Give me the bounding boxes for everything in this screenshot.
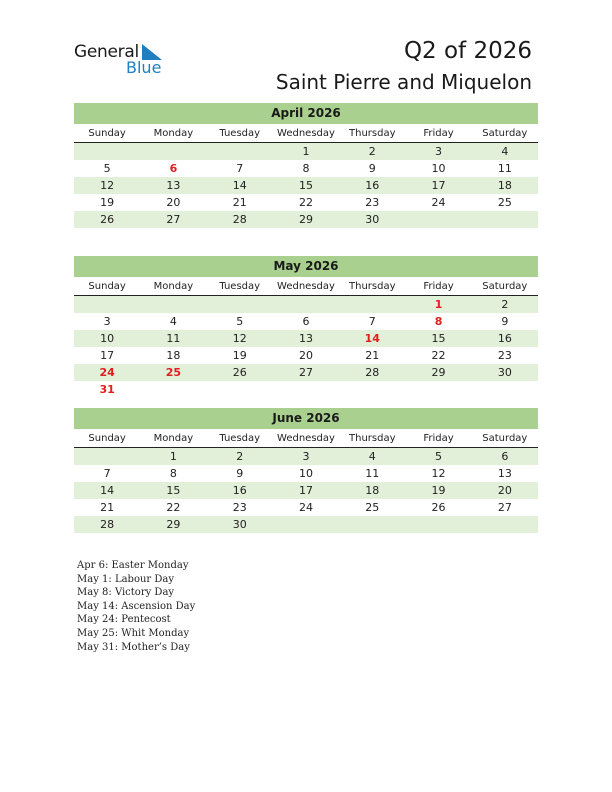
day-cell: 22: [166, 501, 181, 514]
month-header: May 2026: [74, 256, 538, 277]
week-row: [74, 516, 538, 533]
week-row: [74, 194, 538, 211]
day-cell: 13: [298, 332, 313, 345]
day-cell: 5: [435, 450, 443, 463]
empty-day-cell: [207, 381, 273, 398]
month-header: June 2026: [74, 408, 538, 429]
day-cell: 15: [298, 179, 313, 192]
day-cell: 15: [166, 484, 181, 497]
logo-general-text: General: [74, 42, 139, 62]
day-cell: 16: [365, 179, 380, 192]
day-cell: 9: [236, 467, 244, 480]
holiday-note: May 31: Mother’s Day: [77, 641, 190, 653]
day-cell: 16: [232, 484, 247, 497]
holiday-day-cell: 25: [165, 366, 182, 379]
day-cell: 29: [431, 366, 446, 379]
day-cell: 20: [166, 196, 181, 209]
day-cell: 23: [497, 349, 512, 362]
day-cell: 11: [497, 162, 512, 175]
day-cell: 3: [302, 450, 310, 463]
empty-day-cell: [273, 381, 339, 398]
empty-day-cell: [74, 143, 140, 160]
weekday-label: Friday: [423, 281, 454, 292]
day-cell: 12: [232, 332, 247, 345]
day-cell: 14: [232, 179, 247, 192]
day-cell: 14: [100, 484, 115, 497]
week-row: [74, 381, 538, 398]
day-cell: 30: [365, 213, 380, 226]
day-cell: 13: [166, 179, 181, 192]
weekday-header-row: [74, 429, 538, 448]
day-cell: 2: [501, 298, 509, 311]
holiday-note: May 14: Ascension Day: [77, 600, 196, 612]
day-cell: 4: [169, 315, 177, 328]
day-cell: 6: [501, 450, 509, 463]
weekday-label: Thursday: [349, 433, 396, 444]
day-cell: 7: [368, 315, 376, 328]
day-cell: 10: [431, 162, 446, 175]
weekday-label: Monday: [153, 128, 194, 139]
day-cell: 8: [169, 467, 177, 480]
day-cell: 21: [232, 196, 247, 209]
day-cell: 12: [100, 179, 115, 192]
empty-day-cell: [140, 296, 206, 313]
logo-blue-text: Blue: [126, 58, 162, 77]
empty-day-cell: [273, 296, 339, 313]
logo: [74, 42, 174, 78]
holiday-note: May 24: Pentecost: [77, 614, 171, 626]
day-cell: 16: [497, 332, 512, 345]
day-cell: 18: [497, 179, 512, 192]
day-cell: 5: [236, 315, 244, 328]
holiday-notes: [77, 559, 195, 654]
day-cell: 23: [232, 501, 247, 514]
week-row: [74, 330, 538, 347]
empty-day-cell: [472, 211, 538, 228]
day-cell: 23: [365, 196, 380, 209]
week-row: [74, 211, 538, 228]
month-calendar-june: [74, 408, 538, 533]
month-header: April 2026: [74, 103, 538, 124]
day-cell: 29: [166, 518, 181, 531]
day-cell: 21: [365, 349, 380, 362]
weekday-label: Saturday: [482, 433, 528, 444]
day-cell: 30: [232, 518, 247, 531]
day-cell: 8: [302, 162, 310, 175]
day-cell: 17: [298, 484, 313, 497]
day-cell: 11: [166, 332, 181, 345]
day-cell: 20: [497, 484, 512, 497]
weekday-label: Monday: [153, 281, 194, 292]
day-cell: 7: [236, 162, 244, 175]
week-row: [74, 448, 538, 465]
day-cell: 3: [435, 145, 443, 158]
weekday-label: Tuesday: [219, 128, 261, 139]
empty-day-cell: [405, 211, 471, 228]
holiday-day-cell: 24: [99, 366, 115, 379]
weekday-label: Wednesday: [277, 281, 335, 292]
empty-day-cell: [472, 516, 538, 533]
weekday-label: Friday: [423, 433, 454, 444]
day-cell: 19: [431, 484, 446, 497]
empty-day-cell: [207, 143, 273, 160]
holiday-day-cell: 1: [434, 298, 443, 311]
day-cell: 28: [232, 213, 247, 226]
day-cell: 25: [365, 501, 380, 514]
weekday-header-row: [74, 124, 538, 143]
empty-day-cell: [339, 516, 405, 533]
weekday-label: Wednesday: [277, 433, 335, 444]
weekday-label: Friday: [423, 128, 454, 139]
day-cell: 24: [431, 196, 446, 209]
day-cell: 19: [232, 349, 247, 362]
day-cell: 6: [302, 315, 310, 328]
week-row: [74, 347, 538, 364]
day-cell: 10: [100, 332, 115, 345]
holiday-day-cell: 6: [169, 162, 178, 175]
day-cell: 4: [501, 145, 509, 158]
day-cell: 28: [100, 518, 115, 531]
day-cell: 4: [368, 450, 376, 463]
day-cell: 10: [298, 467, 313, 480]
holiday-note: Apr 6: Easter Monday: [77, 560, 189, 571]
day-cell: 20: [298, 349, 313, 362]
day-cell: 27: [497, 501, 512, 514]
day-cell: 2: [236, 450, 244, 463]
month-calendar-april: [74, 103, 538, 228]
weekday-label: Sunday: [88, 281, 126, 292]
day-cell: 24: [298, 501, 313, 514]
empty-day-cell: [74, 296, 140, 313]
empty-day-cell: [140, 143, 206, 160]
day-cell: 19: [100, 196, 115, 209]
weekday-label: Sunday: [88, 128, 126, 139]
week-row: [74, 143, 538, 160]
day-cell: 9: [368, 162, 376, 175]
week-row: [74, 160, 538, 177]
day-cell: 22: [431, 349, 446, 362]
holiday-note: May 25: Whit Monday: [77, 627, 190, 639]
day-cell: 27: [298, 366, 313, 379]
day-cell: 21: [100, 501, 115, 514]
weekday-label: Sunday: [88, 433, 126, 444]
week-row: [74, 177, 538, 194]
weekday-header-row: [74, 277, 538, 296]
week-row: [74, 482, 538, 499]
day-cell: 25: [497, 196, 512, 209]
holiday-day-cell: 8: [434, 315, 443, 328]
empty-day-cell: [74, 448, 140, 465]
day-cell: 22: [298, 196, 313, 209]
day-cell: 13: [497, 467, 512, 480]
weekday-label: Saturday: [482, 281, 528, 292]
empty-day-cell: [339, 296, 405, 313]
week-row: [74, 465, 538, 482]
weekday-label: Tuesday: [219, 281, 261, 292]
holiday-day-cell: 14: [364, 332, 380, 345]
weekday-label: Monday: [153, 433, 194, 444]
day-cell: 17: [431, 179, 446, 192]
empty-day-cell: [405, 381, 471, 398]
day-cell: 1: [169, 450, 177, 463]
day-cell: 28: [365, 366, 380, 379]
weekday-label: Tuesday: [219, 433, 261, 444]
empty-day-cell: [140, 381, 206, 398]
day-cell: 27: [166, 213, 181, 226]
day-cell: 18: [166, 349, 181, 362]
week-row: [74, 364, 538, 381]
day-cell: 18: [365, 484, 380, 497]
weekday-label: Thursday: [349, 128, 396, 139]
weekday-label: Wednesday: [277, 128, 335, 139]
empty-day-cell: [472, 381, 538, 398]
day-cell: 26: [431, 501, 446, 514]
day-cell: 30: [497, 366, 512, 379]
day-cell: 17: [100, 349, 115, 362]
day-cell: 3: [103, 315, 111, 328]
day-cell: 26: [232, 366, 247, 379]
day-cell: 9: [501, 315, 509, 328]
week-row: [74, 296, 538, 313]
weekday-label: Saturday: [482, 128, 528, 139]
month-calendar-may: [74, 256, 538, 398]
country-title: Saint Pierre and Miquelon: [275, 70, 532, 94]
day-cell: 7: [103, 467, 111, 480]
weekday-label: Thursday: [349, 281, 396, 292]
empty-day-cell: [339, 381, 405, 398]
week-row: [74, 313, 538, 330]
day-cell: 26: [100, 213, 115, 226]
holiday-note: May 8: Victory Day: [77, 587, 175, 599]
day-cell: 5: [103, 162, 111, 175]
holiday-day-cell: 31: [99, 383, 115, 396]
day-cell: 2: [368, 145, 376, 158]
day-cell: 11: [365, 467, 380, 480]
empty-day-cell: [273, 516, 339, 533]
empty-day-cell: [207, 296, 273, 313]
week-row: [74, 499, 538, 516]
day-cell: 1: [302, 145, 310, 158]
day-cell: 12: [431, 467, 446, 480]
empty-day-cell: [405, 516, 471, 533]
day-cell: 29: [298, 213, 313, 226]
quarter-title: Q2 of 2026: [403, 38, 532, 64]
holiday-note: May 1: Labour Day: [77, 573, 174, 585]
day-cell: 15: [431, 332, 446, 345]
